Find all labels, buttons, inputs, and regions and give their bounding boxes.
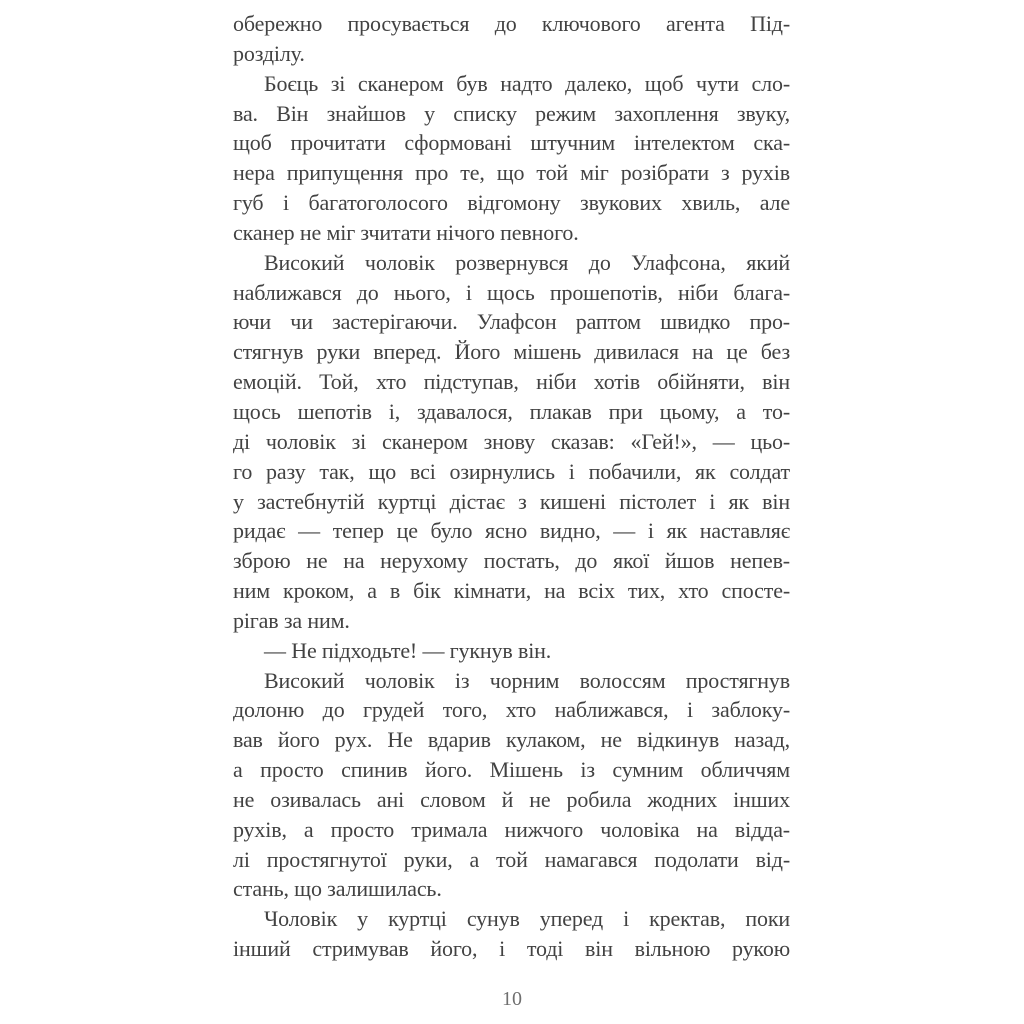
page-number: 10	[502, 988, 522, 1010]
paragraph	[233, 9, 790, 69]
text-line: інший стримував його, і тоді він вільною рукою	[233, 936, 790, 962]
text-line: долоню до грудей того, хто наближався, і заблоку-	[233, 697, 790, 723]
text-line: емоцій. Той, хто підступав, ніби хотів обійняти, він	[233, 369, 790, 395]
text-line: лі простягнутої руки, а той намагався подолати від-	[233, 846, 790, 872]
text-line: Чоловік у куртці сунув уперед і кректав, поки	[264, 906, 790, 932]
text-line: Високий чоловік із чорним волоссям простягнув	[264, 667, 790, 693]
text-line: Високий чоловік розвернувся до Улафсона, який	[264, 249, 790, 275]
text-line: ва. Він знайшов у списку режим захоплення звуку,	[233, 100, 790, 126]
paragraph	[233, 636, 790, 666]
text-line: рігав за ним.	[233, 607, 350, 633]
text-line: не озивалась ані словом й не робила жодних інших	[233, 786, 790, 812]
text-line: вав його рух. Не вдарив кулаком, не відкинув назад,	[233, 727, 790, 753]
text-line: Боєць зі сканером був надто далеко, щоб чути сло-	[264, 70, 790, 96]
text-line: губ і багатоголосого відгомону звукових хвиль, але	[233, 190, 790, 216]
page-text-block	[233, 9, 790, 964]
paragraph	[233, 904, 790, 964]
text-line: обережно просувається до ключового агента Під-	[233, 11, 790, 36]
text-line: наближався до нього, і щось прошепотів, ніби блага-	[233, 279, 790, 305]
text-line: сканер не міг зчитати нічого певного.	[233, 219, 579, 245]
text-line: го разу так, що всі озирнулись і побачили, як солдат	[233, 458, 790, 484]
text-line: у застебнутій куртці дістає з кишені пістолет і як він	[233, 488, 790, 514]
text-line: зброю не на нерухому постать, до якої йшов непев-	[233, 548, 790, 574]
text-line: ридає — тепер це було ясно видно, — і як наставляє	[233, 518, 790, 544]
text-line: — Не підходьте! — гукнув він.	[264, 637, 552, 663]
text-line: ючи чи застерігаючи. Улафсон раптом швидко про-	[233, 309, 790, 335]
text-line: ді чоловік зі сканером знову сказав: «Гей!», — цьо-	[233, 428, 790, 454]
page-footer	[0, 986, 1024, 1012]
text-line: нера припущення про те, що той міг розібрати з рухів	[233, 160, 790, 186]
paragraph	[233, 248, 790, 636]
paragraph	[233, 69, 790, 248]
text-line: розділу.	[233, 40, 305, 66]
text-line: ним кроком, а в бік кімнати, на всіх тих, хто спосте-	[233, 578, 790, 604]
text-line: стягнув руки вперед. Його мішень дивилася на це без	[233, 339, 790, 365]
text-line: а просто спинив його. Мішень із сумним обличчям	[233, 757, 790, 783]
text-line: рухів, а просто тримала нижчого чоловіка на відда-	[233, 816, 790, 842]
text-line: стань, що залишилась.	[233, 876, 442, 902]
text-line: щоб прочитати сформовані штучним інтелектом ска-	[233, 130, 790, 156]
text-line: щось шепотів і, здавалося, плакав при цьому, а то-	[233, 398, 790, 424]
paragraph	[233, 666, 790, 905]
